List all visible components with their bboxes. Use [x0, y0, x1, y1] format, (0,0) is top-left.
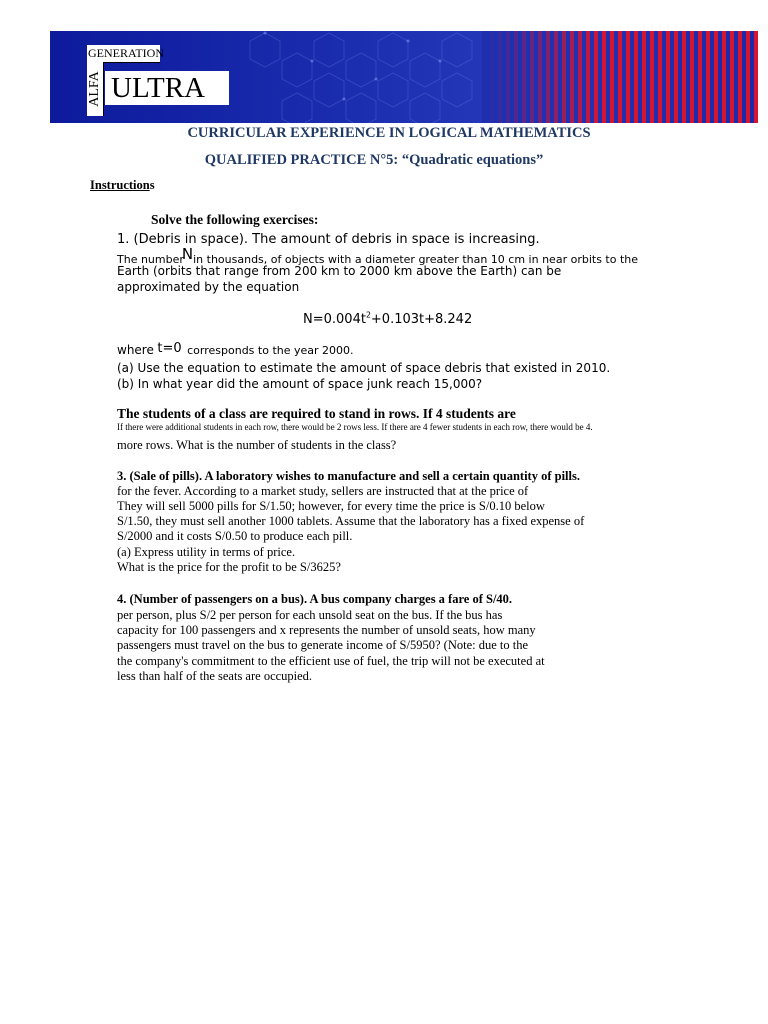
ex1-eq-b: +0.103t+8.242	[370, 312, 473, 327]
ex2-line2: If there were additional students in each row, there would be 2 rows less. If there are 4 fewer students in each row, there would be 4.	[117, 422, 593, 432]
ex1-line2-b: in thousands, of objects with a diameter greater than 10 cm in near orbits to the	[193, 253, 639, 266]
ex2-line1: The students of a class are required to stand in rows. If 4 students are	[117, 406, 516, 421]
header-banner	[50, 31, 758, 123]
solve-heading: Solve the following exercises:	[151, 212, 319, 227]
ex3-line2: for the fever. According to a market study, sellers are instructed that at the price of	[117, 484, 529, 498]
logo-generation: GENERATION	[87, 45, 160, 63]
ex2-line3: more rows. What is the number of students in the class?	[117, 438, 397, 452]
ex4-line6: less than half of the seats are occupied.	[117, 669, 313, 683]
ex1-t0: t=0	[157, 341, 182, 356]
ex4-line2: per person, plus S/2 per person for each unsold seat on the bus. If the bus has	[117, 608, 503, 622]
ex4-line3: capacity for 100 passengers and x represents the number of unsold seats, how many	[117, 623, 536, 637]
instructions-label-underlined: Instruction	[90, 178, 150, 192]
page-subtitle: QUALIFIED PRACTICE N°5: “Quadratic equations”	[204, 152, 544, 168]
ex1-equation	[303, 312, 472, 327]
ex1-eq-a: N=0.004t	[303, 312, 366, 327]
ex1-line1: 1. (Debris in space). The amount of debris in space is increasing.	[117, 232, 540, 247]
logo-ultra: ULTRA	[105, 71, 229, 105]
ex4-line5: the company's commitment to the efficient use of fuel, the trip will not be executed at	[117, 654, 545, 668]
ex1-line2-a: The number	[117, 253, 184, 266]
ex1-line4: approximated by the equation	[117, 280, 300, 294]
instructions-label-suffix: s	[149, 178, 155, 192]
ex1-where-line	[117, 343, 354, 358]
logo-alfa: ALFA	[87, 71, 102, 107]
ex4-line1: 4. (Number of passengers on a bus). A bus company charges a fare of S/40.	[117, 592, 513, 606]
ex4-line4: passengers must travel on the bus to generate income of S/5950? (Note: due to the	[117, 638, 529, 652]
ex1-eq-sup: 2	[365, 310, 371, 320]
ex3-line4: S/1.50, they must sell another 1000 tablets. Assume that the laboratory has a fixed expense of	[117, 514, 585, 528]
instructions-label	[90, 178, 155, 193]
ex3-line6: (a) Express utility in terms of price.	[117, 545, 296, 559]
ex3-line7: What is the price for the profit to be S/3625?	[117, 560, 341, 574]
ex3-line5: S/2000 and it costs S/0.50 to produce each pill.	[117, 529, 353, 543]
page-title: CURRICULAR EXPERIENCE IN LOGICAL MATHEMATICS	[187, 125, 591, 141]
ex1-corresponds: corresponds to the year 2000.	[187, 344, 354, 357]
ex1-variable-n: N	[181, 245, 194, 263]
ex1-line3: Earth (orbits that range from 200 km to 2000 km above the Earth) can be	[117, 264, 562, 278]
ex3-line1: 3. (Sale of pills). A laboratory wishes to manufacture and sell a certain quantity of pills.	[117, 469, 580, 483]
ex3-line3: They will sell 5000 pills for S/1.50; however, for every time the price is S/0.10 below	[117, 499, 545, 513]
stripes-fade	[482, 31, 602, 123]
ex1-where: where	[117, 343, 154, 357]
ex1-part-a: (a) Use the equation to estimate the amount of space debris that existed in 2010.	[117, 361, 611, 375]
ex1-part-b: (b) In what year did the amount of space junk reach 15,000?	[117, 377, 483, 391]
